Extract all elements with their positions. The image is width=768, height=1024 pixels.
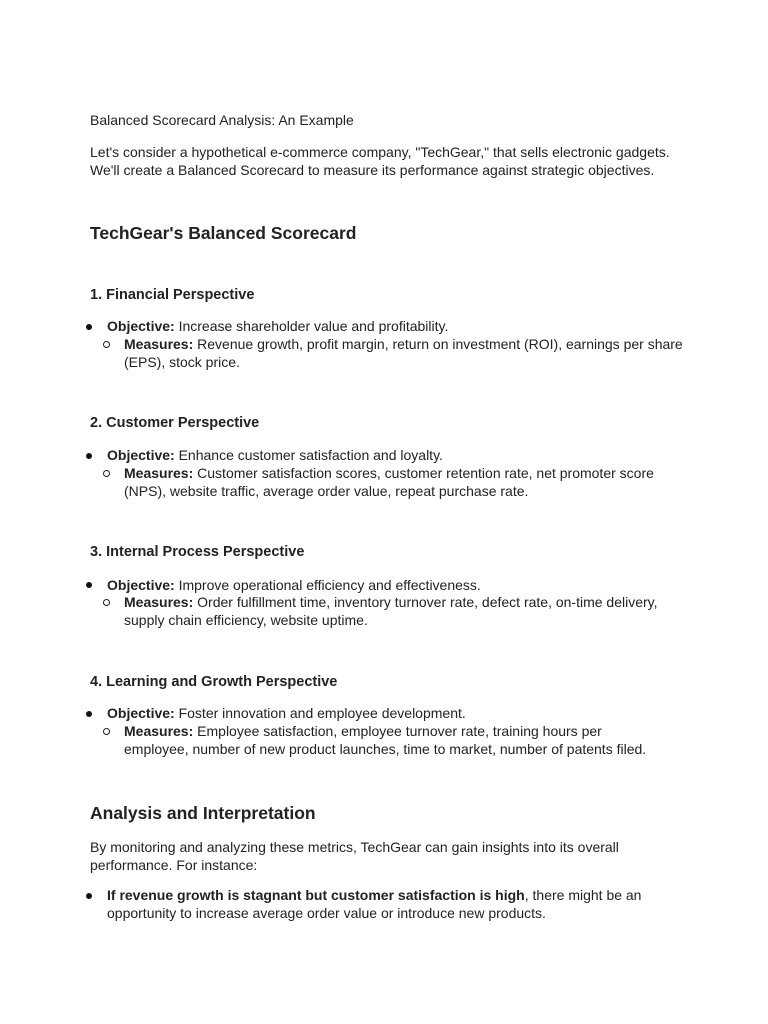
- sub-bullet-ring: [103, 599, 110, 606]
- objective-label: Objective:: [107, 705, 175, 721]
- sub-bullet-ring: [103, 470, 110, 477]
- objective-label: Objective:: [107, 318, 175, 334]
- measures-label: Measures:: [124, 465, 194, 481]
- scorecard-heading: TechGear's Balanced Scorecard: [90, 223, 357, 243]
- objective-item: [107, 318, 707, 336]
- sub-bullet-ring: [103, 341, 110, 348]
- measures-label: Measures:: [124, 723, 194, 739]
- analysis-bullet-bold: If revenue growth is stagnant but customer satisfaction is high: [107, 887, 525, 903]
- objective-label: Objective:: [107, 577, 175, 593]
- sub-bullet-ring: [103, 728, 110, 735]
- perspective-heading-customer: 2. Customer Perspective: [90, 415, 260, 431]
- bullet-dot: [86, 893, 92, 899]
- objective-text: Improve operational efficiency and effectiveness.: [174, 577, 481, 593]
- measures-text: Customer satisfaction scores, customer retention rate, net promoter score (NPS), website traffic, average order value, repeat purchase rate.: [124, 465, 654, 499]
- objective-text: Increase shareholder value and profitability.: [174, 318, 449, 334]
- perspective-heading-learning-growth: 4. Learning and Growth Perspective: [90, 674, 338, 690]
- objective-label: Objective:: [107, 447, 175, 463]
- measures-item: [124, 465, 684, 500]
- measures-text: Revenue growth, profit margin, return on investment (ROI), earnings per share (EPS), stock price.: [124, 336, 683, 370]
- intro-paragraph: Let's consider a hypothetical e-commerce company, "TechGear," that sells electronic gadgets. We'll create a Balanced Scorecard to measure its performance against strategic objectives.: [90, 144, 670, 178]
- measures-item: [124, 594, 684, 629]
- measures-item: [124, 336, 684, 371]
- analysis-heading: Analysis and Interpretation: [90, 803, 316, 823]
- bullet-dot: [86, 711, 92, 717]
- objective-item: [107, 447, 707, 465]
- objective-item: [107, 705, 707, 723]
- bullet-dot: [86, 582, 92, 588]
- intro-title-line: Balanced Scorecard Analysis: An Example: [90, 112, 354, 128]
- perspective-heading-financial: 1. Financial Perspective: [90, 287, 255, 303]
- analysis-bullet-item: [107, 887, 652, 922]
- measures-label: Measures:: [124, 336, 194, 352]
- objective-item: [107, 577, 707, 595]
- measures-text: Employee satisfaction, employee turnover rate, training hours per employee, number of new product launches, time to market, number of patents filed.: [124, 723, 647, 757]
- measures-text: Order fulfillment time, inventory turnover rate, defect rate, on-time delivery, supply chain efficiency, website uptime.: [124, 594, 658, 628]
- analysis-bullet-text: , there might be an opportunity to increase average order value or introduce new products.: [107, 887, 642, 921]
- bullet-dot: [86, 324, 92, 330]
- perspective-heading-internal-process: 3. Internal Process Perspective: [90, 544, 305, 560]
- analysis-paragraph: By monitoring and analyzing these metrics, TechGear can gain insights into its overall performance. For instance:: [90, 839, 619, 873]
- measures-item: [124, 723, 669, 758]
- objective-text: Foster innovation and employee development.: [174, 705, 466, 721]
- objective-text: Enhance customer satisfaction and loyalty.: [174, 447, 443, 463]
- measures-label: Measures:: [124, 594, 194, 610]
- bullet-dot: [86, 453, 92, 459]
